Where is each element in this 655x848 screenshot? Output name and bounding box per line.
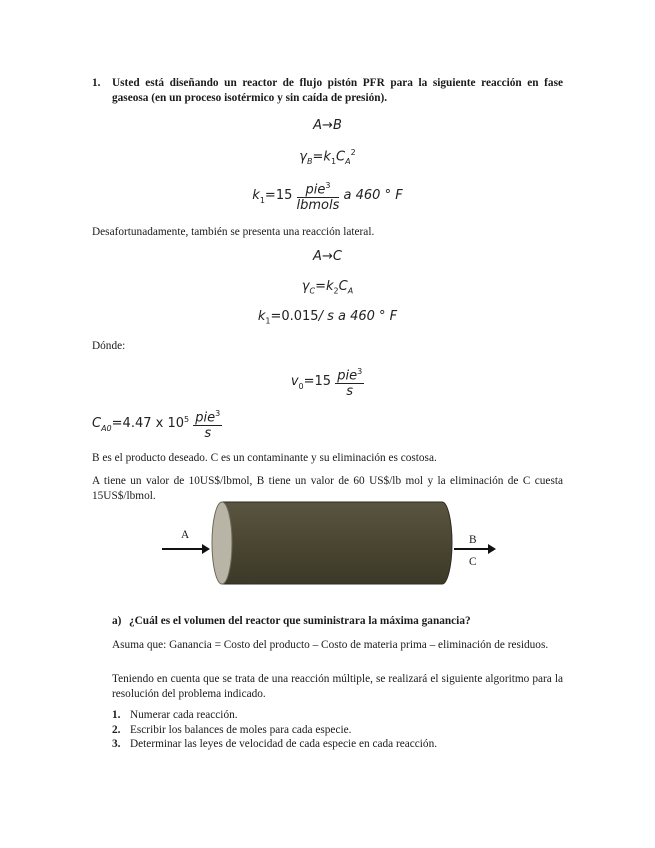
inlet-label-a: A — [181, 529, 190, 541]
reactor-svg — [150, 498, 510, 588]
donde-label: Dónde: — [92, 340, 126, 352]
outlet-arrow-head — [488, 544, 496, 554]
values-text: A tiene un valor de 10US$/lbmol, B tiene un valor de 60 US$/lb mol y la eliminación de C cuesta 15US$/lbmol. — [92, 475, 563, 502]
reactor-diagram — [150, 498, 510, 588]
reaction-1: A→B — [313, 118, 342, 133]
reaction-2: A→C — [313, 249, 342, 264]
rate-constant-1: $k_1=15$ $\frac{pie^3}{\text{lbmols}}$ a 460 ° F — [0, 178, 655, 213]
list-item: 1. Numerar cada reacción. — [112, 709, 238, 721]
outlet-label-c: C — [469, 556, 477, 568]
question-label: a) — [112, 615, 122, 627]
reactor-body — [222, 502, 452, 584]
outlet-label-b: B — [469, 534, 477, 546]
list-item: 3. Determinar las leyes de velocidad de cada especie en cada reacción. — [112, 738, 438, 750]
rate-law-2: $\gamma_C=k_2C_A$ — [301, 279, 354, 296]
problem-number: 1. — [92, 77, 101, 89]
rate-constant-2: $k_1=0.015/$ s a 460 ° F — [257, 309, 398, 326]
assume-text: Asuma que: Ganancia = Costo del producto – Costo de materia prima – eliminación de residuos. — [112, 639, 549, 651]
reactor-inlet-cap — [212, 502, 232, 584]
rate-law-1: $\gamma_B=k_1C_A^2$ — [299, 148, 356, 166]
step-list — [112, 708, 563, 752]
problem-statement: Usted está diseñando un reactor de flujo pistón PFR para la siguiente reacción en fase gaseosa (en un proceso isotérmico y sin caída de presión). — [112, 77, 563, 104]
volumetric-flow: $v_0=15$ $\frac{pie^3}{s}$ — [0, 364, 655, 399]
lateral-reaction-text: Desafortunadamente, también se presenta una reacción lateral. — [92, 226, 375, 238]
algorithm-text: Teniendo en cuenta que se trata de una reacción múltiple, se realizará el siguiente algoritmo para la resolución del problema indicado. — [112, 673, 563, 700]
initial-concentration: $C_{A0}=4.47$ x $10^5$ $\frac{pie^3}{s}$ — [92, 406, 222, 441]
list-item: 2. Escribir los balances de moles para cada especie. — [112, 723, 352, 736]
product-description: B es el producto deseado. C es un contaminante y su eliminación es costosa. — [92, 452, 437, 464]
question-text: ¿Cuál es el volumen del reactor que suministrara la máxima ganancia? — [129, 615, 471, 627]
inlet-arrow-head — [202, 544, 210, 554]
